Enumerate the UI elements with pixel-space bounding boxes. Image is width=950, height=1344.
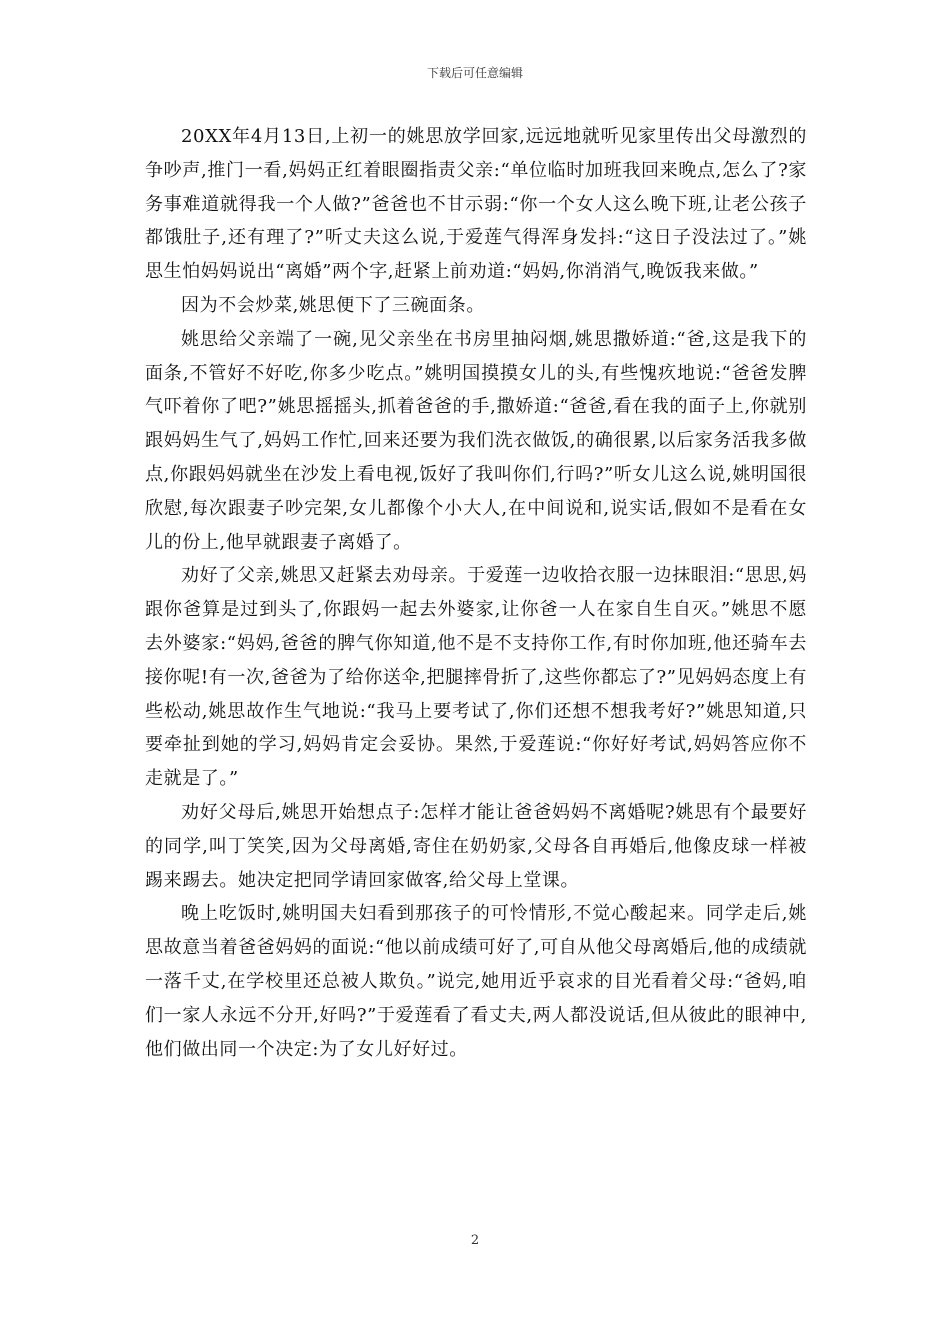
paragraph: 劝好父母后,姚思开始想点子:怎样才能让爸爸妈妈不离婚呢?姚思有个最要好的同学,叫丁笑笑,因为父母离婚,寄住在奶奶家,父母各自再婚后,他像皮球一样被踢来踢去。她决定把同学请回家做客,给父母上堂课。 [145, 801, 807, 891]
paragraph: 姚思给父亲端了一碗,见父亲坐在书房里抽闷烟,姚思撒娇道:“爸,这是我下的面条,不管好不好吃,你多少吃点。”姚明国摸摸女儿的头,有些愧疚地说:“爸爸发脾气吓着你了吧?”姚思摇摇头,抓着爸爸的手,撒娇道:“爸爸,看在我的面子上,你就别跟妈妈生气了,妈妈工作忙,回来还要为我们洗衣做饭,的确很累,以后家务活我多做点,你跟妈妈就坐在沙发上看电视,饭好了我叫你们,行吗?”听女儿这么说,姚明国很欣慰,每次跟妻子吵完架,女儿都像个小大人,在中间说和,说实话,假如不是看在女儿的份上,他早就跟妻子离婚了。 [145, 328, 807, 553]
paragraph: 20XX年4月13日,上初一的姚思放学回家,远远地就听见家里传出父母激烈的争吵声,推门一看,妈妈正红着眼圈指责父亲:“单位临时加班我回来晚点,怎么了?家务事难道就得我一个人做?”爸爸也不甘示弱:“你一个女人这么晚下班,让老公孩子都饿肚子,还有理了?”听丈夫这么说,于爱莲气得浑身发抖:“这日子没法过了。”姚思生怕妈妈说出“离婚”两个字,赶紧上前劝道:“妈妈,你消消气,晚饭我来做。” [145, 126, 807, 283]
page-number: 2 [470, 1233, 480, 1248]
document-body [145, 120, 807, 1066]
page-header-note: 下载后可任意编辑 [426, 66, 523, 80]
paragraph: 因为不会炒菜,姚思便下了三碗面条。 [181, 294, 485, 316]
paragraph: 晚上吃饭时,姚明国夫妇看到那孩子的可怜情形,不觉心酸起来。同学走后,姚思故意当着爸爸妈妈的面说:“他以前成绩可好了,可自从他父母离婚后,他的成绩就一落千丈,在学校里还总被人欺负。”说完,她用近乎哀求的目光看着父母:“爸妈,咱们一家人永远不分开,好吗?”于爱莲看了看丈夫,两人都没说话,但从彼此的眼神中,他们做出同一个决定:为了女儿好好过。 [145, 903, 807, 1060]
paragraph: 劝好了父亲,姚思又赶紧去劝母亲。于爱莲一边收拾衣服一边抹眼泪:“思思,妈跟你爸算是过到头了,你跟妈一起去外婆家,让你爸一人在家自生自灭。”姚思不愿去外婆家:“妈妈,爸爸的脾气你知道,他不是不支持你工作,有时你加班,他还骑车去接你呢!有一次,爸爸为了给你送伞,把腿摔骨折了,这些你都忘了?”见妈妈态度上有些松动,姚思故作生气地说:“我马上要考试了,你们还想不想我考好?”姚思知道,只要牵扯到她的学习,妈妈肯定会妥协。果然,于爱莲说:“你好好考试,妈妈答应你不走就是了。” [145, 565, 807, 790]
